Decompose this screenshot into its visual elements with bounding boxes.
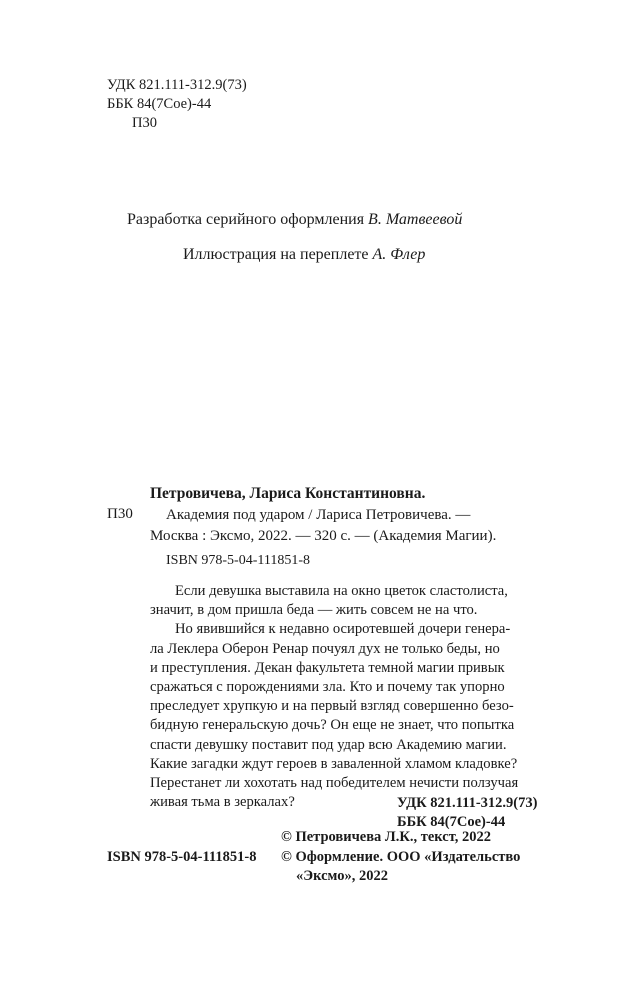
annotation-line: живая тьма в зеркалах? bbox=[150, 794, 295, 811]
bottom-bbk: ББК 84(7Сое)-44 bbox=[397, 814, 506, 830]
annotation-line: Но явившийся к недавно осиротевшей дочери генера- bbox=[175, 621, 511, 638]
catalog-author-mark: П30 bbox=[107, 506, 133, 522]
top-udk: УДК 821.111-312.9(73) bbox=[107, 77, 247, 93]
annotation-line: значит, в дом пришла беда — жить совсем не на что. bbox=[150, 602, 478, 619]
catalog-author: Петровичева, Лариса Константиновна. bbox=[150, 485, 426, 502]
annotation-line: сражаться с порождениями зла. Кто и почему так упорно bbox=[150, 679, 505, 696]
bottom-codes-block bbox=[397, 794, 537, 832]
copyright-text: © Петровичева Л.К., текст, 2022 bbox=[281, 829, 492, 845]
annotation-line: и преступления. Декан факультета темной магии привык bbox=[150, 659, 505, 676]
cover-illustration-name: А. Флер bbox=[372, 246, 426, 263]
copyright-design-line-2: «Эксмо», 2022 bbox=[296, 868, 388, 884]
catalog-title-line: Академия под ударом / Лариса Петровичева. — bbox=[166, 507, 471, 523]
annotation-line: Перестанет ли хохотать над победителем нечисти ползучая bbox=[150, 775, 519, 792]
bottom-udk: УДК 821.111-312.9(73) bbox=[397, 795, 538, 811]
annotation-line: Если девушка выставила на окно цветок сластолиста, bbox=[175, 583, 508, 599]
cover-illustration-label: Иллюстрация на переплете bbox=[183, 246, 369, 263]
catalog-isbn: ISBN 978-5-04-111851-8 bbox=[166, 553, 311, 568]
annotation-line: ла Леклера Оберон Ренар почуял дух не только беды, но bbox=[150, 640, 500, 657]
annotation-line: Какие загадки ждут героев в заваленной хламом кладовке? bbox=[150, 755, 518, 772]
annotation-line: преследует хрупкую и на первый взгляд совершенно безо- bbox=[150, 698, 514, 715]
top-author-mark: П30 bbox=[132, 115, 157, 131]
top-bbk: ББК 84(7Сое)-44 bbox=[107, 96, 212, 112]
copyright-block bbox=[281, 828, 520, 887]
footer-isbn: ISBN 978-5-04-111851-8 bbox=[107, 849, 257, 865]
copyright-design-line-1: © Оформление. ООО «Издательство bbox=[281, 848, 521, 865]
series-design-label: Разработка серийного оформления bbox=[127, 211, 365, 228]
series-design-name: В. Матвеевой bbox=[368, 211, 463, 228]
series-design-credit bbox=[127, 211, 462, 229]
annotation-block bbox=[150, 582, 518, 812]
cover-illustration-credit bbox=[183, 246, 425, 264]
annotation-line: спасти девушку поставит под удар всю Академию магии. bbox=[150, 736, 507, 753]
annotation-line: бидную генеральскую дочь? Он еще не знает, что попытка bbox=[150, 717, 515, 734]
catalog-publication-line: Москва : Эксмо, 2022. — 320 с. — (Академия Магии). bbox=[150, 528, 497, 544]
top-codes-block bbox=[107, 76, 247, 133]
